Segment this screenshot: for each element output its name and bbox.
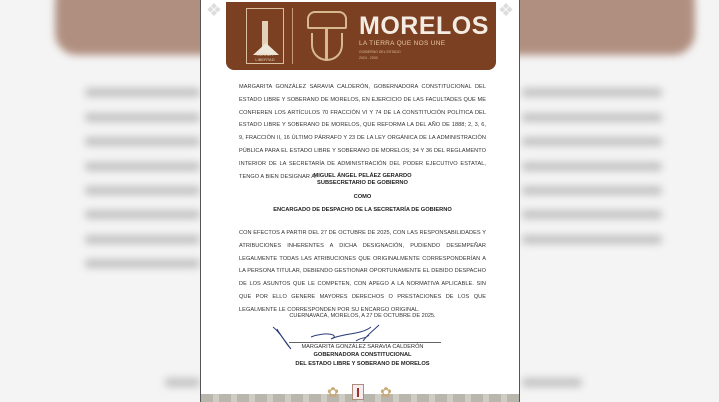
background-text-line [85, 137, 200, 146]
brand-subtitle: GOBIERNO DEL ESTADO [359, 49, 401, 54]
background-text-line [522, 186, 662, 195]
brand-block [359, 13, 489, 60]
header-banner [226, 2, 496, 70]
background-text-line [85, 186, 200, 195]
decorative-pattern-icon: ❖ [205, 0, 223, 20]
background-text-line [522, 113, 662, 122]
background-text-line [85, 259, 200, 268]
intro-paragraph: MARGARITA GONZÁLEZ SARAVIA CALDERÓN, GOBERNADORA CONSTITUCIONAL DEL ESTADO LIBRE Y SOBERANO DE MORELOS, EN EJERCICIO DE LAS FACULTADES QUE ME CONFIEREN LOS ARTÍCULOS 70 FRACCIÓN VI Y 74 DE LA CONSTITUCIÓN POLÍTICA DEL ESTADO LIBRE Y SOBERANO DE MORELOS, QUE REFORMA LA DEL AÑO DE 1888; 2, 3, 6, 9, FRACCIÓN II, 16 ÚLTIMO PÁRRAFO Y 23 DE LA LEY ORGÁNICA DE LA ADMINISTRACIÓN PÚBLICA PARA EL ESTADO LIBRE Y SOBERANO DE MORELOS; 34 Y 36 DEL REGLAMENTO INTERIOR DE LA SECRETARÍA DE ADMINISTRACIÓN DEL PODER EJECUTIVO ESTATAL, TENGO A BIEN DESIGNAR A: [239, 84, 486, 180]
footer-seal-icon [352, 384, 364, 400]
background-text-line [85, 88, 200, 97]
background-text-line [522, 88, 662, 97]
place-date: CUERNAVACA, MORELOS, A 27 DE OCTUBRE DE 2025. [289, 313, 436, 319]
background-text-line [522, 162, 662, 171]
official-document [200, 0, 520, 402]
background-text-line [165, 378, 200, 387]
government-emblem-icon [303, 7, 351, 65]
signer-name: MARGARITA GONZÁLEZ SARAVIA CALDERÓN [301, 344, 424, 350]
brand-years: 2024 - 2030 [359, 55, 378, 60]
header-divider [292, 8, 293, 64]
decorative-pattern-icon: ❖ [497, 0, 515, 20]
background-text-line [85, 235, 200, 244]
background-text-line [522, 137, 662, 146]
footer-ornament-icon: ✿ [380, 384, 392, 400]
background-text-line [522, 378, 582, 387]
como-label: COMO [353, 194, 372, 200]
signature-line [289, 342, 441, 343]
background-text-line [85, 210, 200, 219]
signer-title: GOBERNADORA CONSTITUCIONAL [313, 352, 412, 358]
signer-state: DEL ESTADO LIBRE Y SOBERANO DE MORELOS [295, 361, 430, 367]
background-text-line [85, 113, 200, 122]
appointment-role: ENCARGADO DE DESPACHO DE LA SECRETARÍA DE GOBIERNO [273, 207, 452, 213]
brand-title: MORELOS [359, 11, 489, 40]
brand-tagline: LA TIERRA QUE NOS UNE [359, 39, 446, 47]
seal-text: TIERRA Y LIBERTAD [255, 52, 275, 62]
background-text-line [522, 210, 662, 219]
appointee-name: MIGUEL ÁNGEL PELÁEZ GERARDO [313, 173, 412, 179]
footer-ornament-icon: ✿ [327, 384, 339, 400]
effects-paragraph: CON EFECTOS A PARTIR DEL 27 DE OCTUBRE DE 2025, CON LAS RESPONSABILIDADES Y ATRIBUCIONES INHERENTES A DICHA DESIGNACIÓN, PUDIENDO DESEMPEÑAR LEGALMENTE TODAS LAS ATRIBUCIONES QUE ORIGINALMENTE CORRESPONDERÍAN A LA PERSONA TITULAR, DEBIENDO GESTIONAR OPORTUNAMENTE EL DEBIDO DESPACHO DE LOS ASUNTOS QUE LE COMPETEN, CON APEGO A LA NORMATIVA APLICABLE. SIN QUE POR ELLO GENERE MAYORES DERECHOS O PRESTACIONES DE LOS QUE LEGALMENTE LE CORRESPONDEN POR SU ENCARGO ORIGINAL. [239, 230, 486, 313]
state-seal-icon [246, 8, 284, 64]
background-text-line [85, 162, 200, 171]
background-text-line [522, 235, 662, 244]
appointee-position: SUBSECRETARIO DE GOBIERNO [317, 180, 408, 186]
